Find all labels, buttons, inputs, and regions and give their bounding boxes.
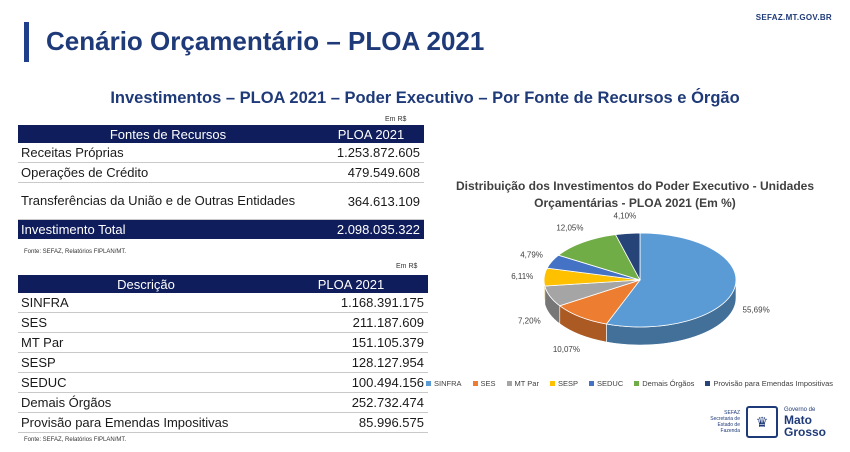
agencies-header-description: Descrição xyxy=(18,275,274,293)
legend-swatch xyxy=(705,381,710,386)
table-row xyxy=(18,293,428,313)
sources-header-description: Fontes de Recursos xyxy=(18,125,318,143)
legend-swatch xyxy=(426,381,431,386)
agency-value: 1.168.391.175 xyxy=(274,293,428,313)
sources-table xyxy=(18,125,424,239)
pie-label-provisao-emendas: 4,10% xyxy=(613,211,637,221)
chart-title: Distribuição dos Investimentos do Poder Executivo - Unidades Orçamentárias - PLOA 2021 (Em %) xyxy=(455,179,815,210)
sources-header-value: PLOA 2021 xyxy=(318,125,424,143)
agency-value: 151.105.379 xyxy=(274,333,428,353)
table1-source: Fonte: SEFAZ, Relatórios FIPLAN/MT. xyxy=(24,249,127,255)
source-label: Receitas Próprias xyxy=(18,143,318,163)
pie-label-sesp: 6,11% xyxy=(511,271,534,281)
footer-logo xyxy=(706,406,834,438)
agency-label: SINFRA xyxy=(18,293,274,313)
agency-label: Provisão para Emendas Impositivas xyxy=(18,413,274,433)
table-row xyxy=(18,333,428,353)
agency-label: SEDUC xyxy=(18,373,274,393)
title-accent-bar xyxy=(24,22,29,62)
agency-value: 85.996.575 xyxy=(274,413,428,433)
pie-label-seduc: 4,79% xyxy=(520,250,543,260)
legend-item-demais-orgaos xyxy=(634,379,694,388)
agency-value: 211.187.609 xyxy=(274,313,428,333)
source-label: Operações de Crédito xyxy=(18,163,318,183)
agency-value: 100.494.156 xyxy=(274,373,428,393)
state-seal-icon: ♛ xyxy=(746,406,778,438)
agency-value: 128.127.954 xyxy=(274,353,428,373)
legend-item-seduc xyxy=(589,379,623,388)
table-row xyxy=(18,413,428,433)
source-value: 364.613.109 xyxy=(318,183,424,220)
legend-swatch xyxy=(550,381,555,386)
table-row xyxy=(18,163,424,183)
table2-unit: Em R$ xyxy=(396,263,418,270)
total-value: 2.098.035.322 xyxy=(318,220,424,240)
table-row xyxy=(18,143,424,163)
table-row xyxy=(18,393,428,413)
section-subtitle: Investimentos – PLOA 2021 – Poder Executivo – Por Fonte de Recursos e Órgão xyxy=(110,89,740,107)
legend-item-provisao-emendas xyxy=(705,379,833,388)
legend-label: Demais Órgãos xyxy=(642,379,695,388)
agencies-header-value: PLOA 2021 xyxy=(274,275,428,293)
legend-label: SINFRA xyxy=(434,379,462,388)
table-row xyxy=(18,373,428,393)
table2-source: Fonte: SEFAZ, Relatórios FIPLAN/MT. xyxy=(24,437,127,443)
agencies-table xyxy=(18,275,428,433)
source-value: 479.549.608 xyxy=(318,163,424,183)
legend-label: SEDUC xyxy=(597,379,624,388)
agency-label: SESP xyxy=(18,353,274,373)
pie-label-ses: 10,07% xyxy=(552,344,580,354)
agency-label: Demais Órgãos xyxy=(18,393,274,413)
agency-value: 252.732.474 xyxy=(274,393,428,413)
table1-unit: Em R$ xyxy=(385,116,407,123)
page-title: Cenário Orçamentário – PLOA 2021 xyxy=(46,26,485,56)
legend-label: SESP xyxy=(557,379,578,388)
total-row xyxy=(18,220,424,240)
legend-label: SES xyxy=(480,379,496,388)
legend-item-sesp xyxy=(550,379,578,388)
pie-label-sinfra: 55,69% xyxy=(742,305,770,315)
legend-item-sinfra xyxy=(426,379,462,388)
pie-chart xyxy=(430,210,840,375)
table-row xyxy=(18,313,428,333)
legend-item-ses xyxy=(473,379,496,388)
legend-item-mt-par xyxy=(507,379,539,388)
site-url: SEFAZ.MT.GOV.BR xyxy=(755,13,832,22)
total-label: Investimento Total xyxy=(18,220,318,240)
pie-label-mt-par: 7,20% xyxy=(518,316,541,326)
gov-name: Mato Grosso xyxy=(784,412,827,439)
gov-label: Governo de xyxy=(784,406,816,413)
legend-label: Provisão para Emendas Impositivas xyxy=(713,379,834,388)
sefaz-logo-text: SEFAZ Secretaria de Estado de Fazenda xyxy=(710,410,740,434)
source-label: Transferências da União e de Outras Entidades xyxy=(18,183,318,220)
agency-label: SES xyxy=(18,313,274,333)
legend-swatch xyxy=(507,381,512,386)
table-row xyxy=(18,183,424,220)
legend-swatch xyxy=(473,381,478,386)
legend-label: MT Par xyxy=(514,379,539,388)
legend-swatch xyxy=(589,381,594,386)
chart-legend xyxy=(426,379,833,388)
table-row xyxy=(18,353,428,373)
source-value: 1.253.872.605 xyxy=(318,143,424,163)
pie-label-demais-orgaos: 12,05% xyxy=(556,223,584,233)
agency-label: MT Par xyxy=(18,333,274,353)
legend-swatch xyxy=(634,381,639,386)
